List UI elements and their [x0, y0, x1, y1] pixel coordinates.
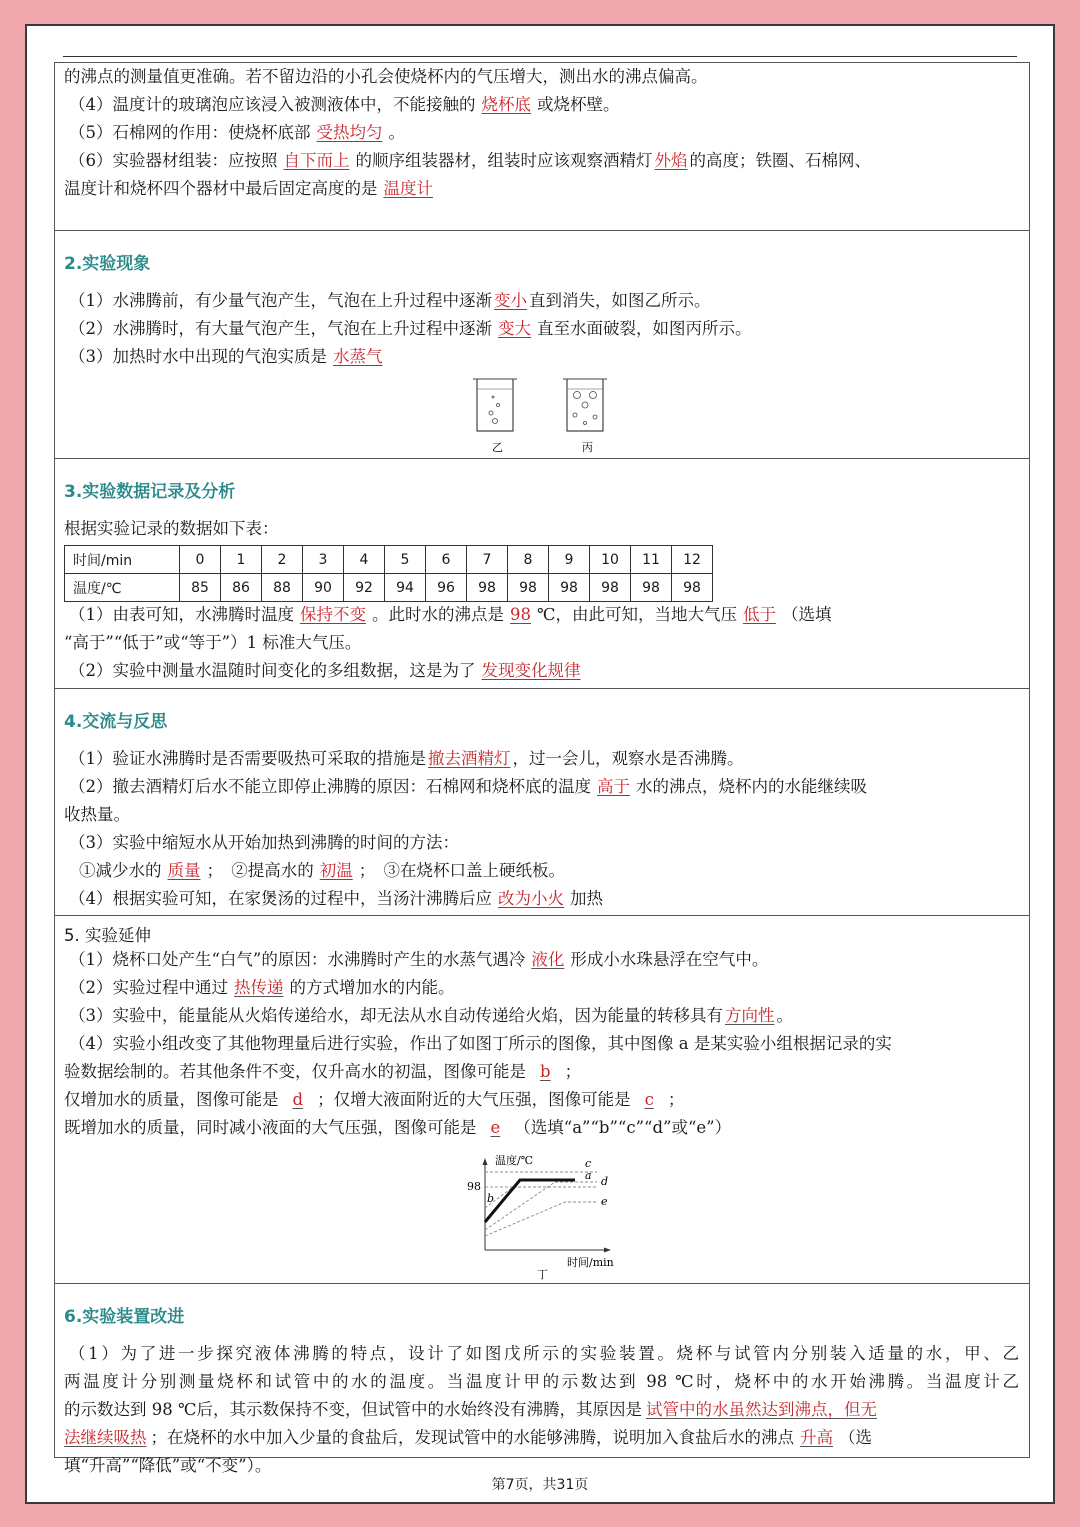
content-frame — [54, 62, 1030, 1475]
answer: 试管中的水虽然达到沸点，但无 — [645, 1400, 877, 1419]
section-title: 5. 实验延伸 — [64, 926, 151, 945]
answer: 液化 — [531, 950, 565, 969]
text-line: 的示数达到 98 ℃后，其示数保持不变，但试管中的水始终没有沸腾，其原因是 试管中的水虽然达到沸点，但无 — [64, 1400, 877, 1419]
curve-label-e: e — [601, 1195, 608, 1208]
section-6-improvement — [55, 1284, 1029, 1475]
answer: 改为小火 — [498, 889, 564, 908]
curve-d — [485, 1182, 597, 1230]
section-3-data — [55, 459, 1029, 689]
answer: 温度计 — [383, 179, 433, 198]
curve-b — [485, 1187, 597, 1208]
section-title: 2.实验现象 — [64, 254, 151, 274]
answer: 发现变化规律 — [481, 661, 581, 680]
table-cell: 10 — [590, 546, 631, 574]
text-line: （2）水沸腾时，有大量气泡产生，气泡在上升过程中逐渐 变大 直至水面破裂，如图丙所示。 — [69, 319, 752, 338]
answer: 变小 — [494, 291, 527, 310]
page-number: 第7页，共31页 — [491, 1477, 589, 1493]
answer: 水蒸气 — [333, 347, 383, 366]
table-cell: 98 — [672, 574, 713, 602]
table-cell: 4 — [344, 546, 385, 574]
table-cell: 0 — [180, 546, 221, 574]
text-line: （4）根据实验可知，在家煲汤的过程中，当汤汁沸腾后应 改为小火 加热 — [69, 889, 603, 908]
section-1-continued — [55, 63, 1029, 231]
curve-a — [485, 1180, 575, 1222]
table-cell: 3 — [303, 546, 344, 574]
text-line: （1）烧杯口处产生“白气”的原因：水沸腾时产生的水蒸气遇冷 液化 形成小水珠悬浮在空气中。 — [69, 950, 769, 969]
text-line: （3）实验中，能量能从火焰传递给水，却无法从水自动传递给火焰，因为能量的转移具有 方向性 。 — [69, 1006, 793, 1025]
table-cell: 88 — [262, 574, 303, 602]
y-axis-label: 温度/℃ — [495, 1154, 534, 1167]
table-cell: 98 — [549, 574, 590, 602]
section-title: 4.交流与反思 — [64, 712, 168, 732]
text-line: 的沸点的测量值更准确。若不留边沿的小孔会使烧杯内的气压增大，测出水的沸点偏高。 — [64, 67, 708, 86]
graph-caption: 丁 — [537, 1268, 548, 1280]
table-cell: 85 — [180, 574, 221, 602]
text-line: 验数据绘制的。若其他条件不变，仅升高水的初温，图像可能是 b ； — [64, 1062, 582, 1081]
table-row-temp — [65, 574, 713, 602]
curve-label-a: a — [585, 1169, 592, 1182]
text-line: 既增加水的质量，同时减小液面的大气压强，图像可能是 e （选填“a”“b”“c”“d”或“e”） — [64, 1118, 732, 1137]
table-header-time: 时间/min — [65, 546, 180, 574]
section-title: 6.实验装置改进 — [64, 1307, 185, 1327]
table-cell: 11 — [631, 546, 672, 574]
y-tick-98: 98 — [467, 1180, 481, 1193]
text-line: （1）由表可知，水沸腾时温度 保持不变 。此时水的沸点是 98 ℃，由此可知，当地大气压 低于 （选填 — [69, 605, 832, 624]
text-line: 两温度计分别测量烧杯和试管中的水的温度。当温度计甲的示数达到 98 ℃时，烧杯中的水开始沸腾。当温度计乙 — [64, 1372, 1019, 1391]
curve-label-d: d — [601, 1175, 609, 1188]
text-line: （2）实验中测量水温随时间变化的多组数据，这是为了 发现变化规律 — [69, 657, 1019, 685]
answer: 升高 — [800, 1428, 833, 1447]
table-cell: 9 — [549, 546, 590, 574]
y-axis-arrow-icon — [483, 1158, 488, 1165]
answer: 外焰 — [654, 151, 688, 170]
table-cell: 90 — [303, 574, 344, 602]
table-cell: 5 — [385, 546, 426, 574]
table-cell: 7 — [467, 546, 508, 574]
answer: 热传递 — [234, 978, 284, 997]
curve-label-c: c — [585, 1157, 592, 1170]
table-cell: 98 — [631, 574, 672, 602]
text-line: “高于”“低于”或“等于”）1 标准大气压。 — [64, 633, 362, 652]
answer: 受热均匀 — [316, 123, 383, 142]
answer: 保持不变 — [300, 605, 366, 624]
table-cell: 6 — [426, 546, 467, 574]
figure-label-yi: 乙 — [492, 441, 503, 454]
section-5-extension — [55, 916, 1029, 1284]
table-cell: 12 — [672, 546, 713, 574]
text-line: （5）石棉网的作用：使烧杯底部 受热均匀 。 — [69, 123, 405, 142]
document-page — [25, 24, 1055, 1504]
answer: 撤去酒精灯 — [428, 749, 511, 768]
table-cell: 1 — [221, 546, 262, 574]
beaker-bing-icon — [563, 379, 607, 431]
text-line: （3）加热时水中出现的气泡实质是 水蒸气 — [69, 343, 1019, 371]
answer: 自下而上 — [283, 151, 350, 170]
text-line: （3）实验中缩短水从开始加热到沸腾的时间的方法： — [69, 833, 459, 852]
text-line: 填“升高”“降低”或“不变”）。 — [64, 1456, 272, 1475]
answer: b — [540, 1062, 551, 1081]
text-line: （1）为了进一步探究液体沸腾的特点，设计了如图戊所示的实验装置。烧杯与试管内分别装入适量的水，甲、乙 — [69, 1344, 1019, 1363]
text-line: （4）实验小组改变了其他物理量后进行实验，作出了如图丁所示的图像，其中图像 a 是某实验小组根据记录的实 — [69, 1034, 892, 1053]
x-axis-arrow-icon — [604, 1248, 611, 1253]
answer: 高于 — [597, 777, 630, 796]
answer: c — [644, 1090, 654, 1109]
answer: 低于 — [742, 605, 776, 624]
table-cell: 98 — [508, 574, 549, 602]
text-line: 仅增加水的质量，图像可能是 d ；仅增大液面附近的大气压强，图像可能是 c ； — [64, 1090, 685, 1109]
answer: e — [490, 1118, 501, 1137]
graph-ding — [455, 1152, 625, 1280]
table-cell: 8 — [508, 546, 549, 574]
text-line: 法继续吸热 ；在烧杯的水中加入少量的食盐后，发现试管中的水能够沸腾，说明加入食盐后水的沸点 升高 （选 — [64, 1428, 872, 1447]
answer: 烧杯底 — [481, 95, 531, 114]
section-4-reflection — [55, 689, 1029, 916]
answer: 法继续吸热 — [64, 1428, 147, 1447]
text-line: 收热量。 — [64, 805, 130, 824]
table-cell: 94 — [385, 574, 426, 602]
table-header-temp: 温度/℃ — [65, 574, 180, 602]
answer: 方向性 — [725, 1006, 775, 1025]
answer: 质量 — [167, 861, 201, 880]
table-cell: 92 — [344, 574, 385, 602]
section-2-phenomena — [55, 231, 1029, 459]
text-line: （2）撤去酒精灯后水不能立即停止沸腾的原因：石棉网和烧杯底的温度 高于 水的沸点，烧杯内的水能继续吸 — [69, 777, 867, 796]
table-cell: 96 — [426, 574, 467, 602]
table-cell: 98 — [467, 574, 508, 602]
text-line: （6）实验器材组装：应按照 自下而上 的顺序组装器材，组装时应该观察酒精灯 外焰 的高度；铁圈、石棉网、 — [69, 151, 871, 170]
table-cell: 98 — [590, 574, 631, 602]
table-cell: 2 — [262, 546, 303, 574]
text-line: （1）水沸腾前，有少量气泡产生，气泡在上升过程中逐渐 变小 直到消失，如图乙所示。 — [69, 291, 711, 310]
table-row-time — [65, 546, 713, 574]
x-axis-label: 时间/min — [567, 1256, 614, 1269]
section-title: 3.实验数据记录及分析 — [64, 482, 236, 502]
beaker-figure — [465, 375, 615, 455]
curve-label-b: b — [487, 1192, 495, 1205]
table-cell: 86 — [221, 574, 262, 602]
data-table — [64, 545, 713, 602]
table-intro: 根据实验记录的数据如下表： — [64, 519, 279, 538]
text-line: （2）实验过程中通过 热传递 的方式增加水的内能。 — [69, 978, 455, 997]
answer: 98 — [510, 605, 531, 624]
text-line: （4）温度计的玻璃泡应该浸入被测液体中，不能接触的 烧杯底 或烧杯壁。 — [69, 95, 620, 114]
beaker-yi-icon — [473, 379, 517, 431]
text-line: （1）验证水沸腾时是否需要吸热可采取的措施是 撤去酒精灯 ，过一会儿，观察水是否沸腾。 — [69, 749, 744, 768]
answer: d — [292, 1090, 304, 1109]
answer: 变大 — [498, 319, 531, 338]
text-line: ①减少水的 质量 ； ②提高水的 初温 ； ③在烧杯口盖上硬纸板。 — [79, 861, 565, 880]
answer: 初温 — [319, 861, 353, 880]
text-line: 温度计和烧杯四个器材中最后固定高度的是 温度计 — [64, 175, 1019, 203]
figure-label-bing: 丙 — [582, 441, 593, 454]
header-rule — [63, 56, 1017, 57]
